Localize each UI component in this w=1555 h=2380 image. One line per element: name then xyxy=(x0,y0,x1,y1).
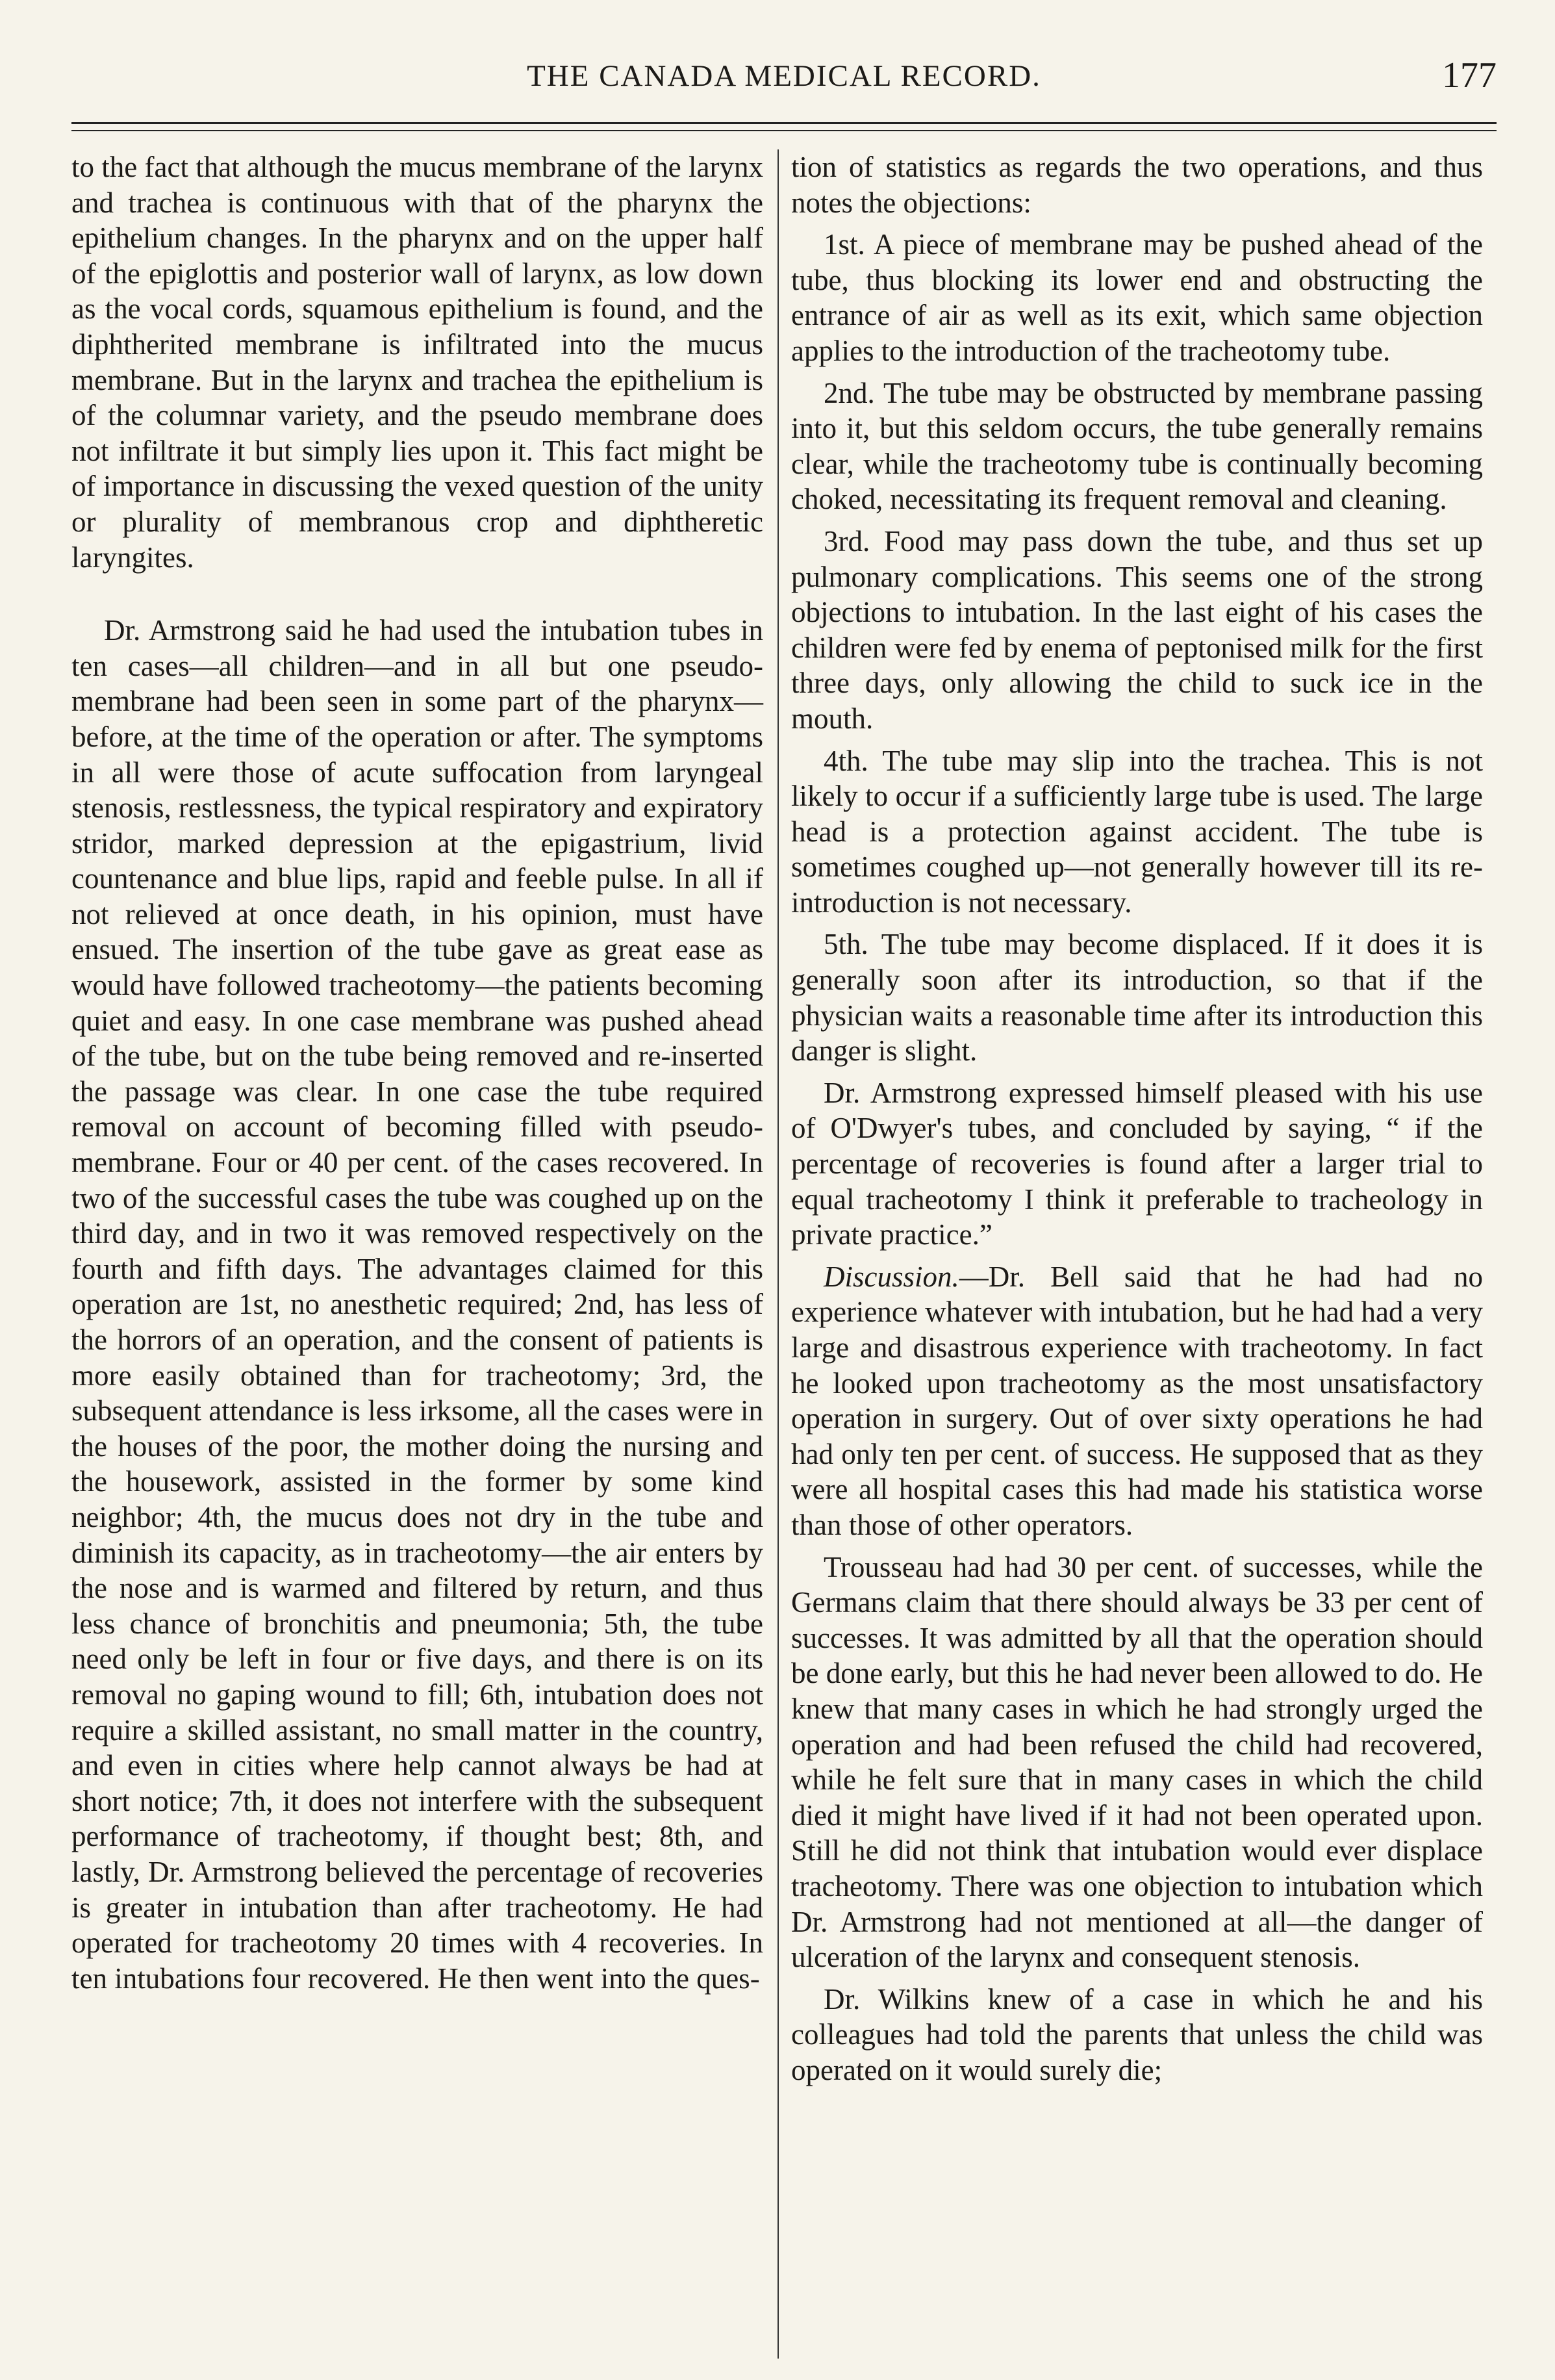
left-paragraph-1: to the fact that although the mucus membrane of the larynx and trachea is continuous with that of the pharynx the epithelium changes. In the pharynx and on the upper half of the epiglottis and posterior wall of larynx, as low down as the vocal cords, squamous epithelium is found, and the diphtherited membrane is infiltrated into the mucus membrane. But in the larynx and trachea the epithelium is of the columnar variety, and the pseudo membrane does not infiltrate it but simply lies upon it. This fact might be of importance in discussing the vexed question of the unity or plurality of membranous crop and diphtheretic laryngites. xyxy=(71,151,763,574)
discussion-text: —Dr. Bell said that he had had no experience whatever with intubation, but he had had a very large and disastrous experience with tracheotomy. In fact he looked upon tracheotomy as the most unsatisfactory operation in surgery. Out of over sixty operations he had had only ten per cent. of success. He supposed that as they were all hospital cases this had made his statistica worse than those of other operators. xyxy=(791,1260,1483,1541)
running-head xyxy=(71,55,1497,104)
objection-4: 4th. The tube may slip into the trachea. This is not likely to occur if a sufficiently large tube is used. The large head is a protection against accident. The tube is sometimes coughed up—not generally however till its re-introduction is not necessary. xyxy=(791,744,1483,919)
page-number: 177 xyxy=(1442,55,1497,96)
objection-1: 1st. A piece of membrane may be pushed ahead of the tube, thus blocking its lower end and obstructing the entrance of air as well as its exit, which same objection applies to the introduction of the tracheotomy tube. xyxy=(791,228,1483,367)
left-column xyxy=(71,149,763,2359)
objection-2: 2nd. The tube may be obstructed by membrane passing into it, but this seldom occurs, the tube generally remains clear, while the tracheotomy tube is continually becoming choked, necessitating its frequent removal and cleaning. xyxy=(791,376,1483,516)
armstrong-conclusion: Dr. Armstrong expressed himself pleased with his use of O'Dwyer's tubes, and concluded by saying, “ if the percentage of recoveries is found after a larger trial to equal tracheotomy I think it preferable to tracheology in private practice.” xyxy=(791,1076,1483,1251)
discussion-paragraph xyxy=(791,1259,1483,1543)
objection-3: 3rd. Food may pass down the tube, and thus set up pulmonary complications. This seems one of the strong objections to intubation. In the last eight of his cases the children were fed by enema of peptonised milk for the first three days, only allowing the child to suck ice in the mouth. xyxy=(791,524,1483,735)
column-divider xyxy=(778,149,779,2359)
wilkins-paragraph: Dr. Wilkins knew of a case in which he and his colleagues had told the parents that unless the child was operated on it would surely die; xyxy=(791,1982,1483,2086)
trousseau-paragraph: Trousseau had had 30 per cent. of successes, while the Germans claim that there should always be 33 per cent of successes. It was admitted by all that the operation should be done early, but this he had never been allowed to do. He knew that many cases in which he had strongly urged the operation and had been refused the child had recovered, while he felt sure that in many cases in which the child died it might have lived if it had not been operated upon. Still he did not think that intubation would ever displace tracheotomy. There was one objection to intubation which Dr. Armstrong had not mentioned at all—the danger of ulceration of the larynx and consequent stenosis. xyxy=(791,1550,1483,1974)
header-rule xyxy=(71,122,1497,124)
header-rule-double xyxy=(71,130,1497,131)
right-paragraph-1: tion of statistics as regards the two operations, and thus notes the objections: xyxy=(791,151,1483,219)
discussion-label: Discussion. xyxy=(824,1260,959,1293)
objection-5: 5th. The tube may become displaced. If it does it is generally soon after its introduction, so that if the physician waits a reasonable time after its introduction this danger is slight. xyxy=(791,928,1483,1068)
right-column xyxy=(791,149,1483,2359)
left-paragraph-2: Dr. Armstrong said he had used the intubation tubes in ten cases—all children—and in all but one pseudo-membrane had been seen in some part of the pharynx—before, at the time of the operation or after. The symptoms in all were those of acute suffocation from laryngeal stenosis, restlessness, the typical respiratory and expiratory stridor, marked depression at the epigastrium, livid countenance and blue lips, rapid and feeble pulse. In all if not relieved at once death, in his opinion, must have ensued. The insertion of the tube gave as great ease as would have followed tracheotomy—the patients becoming quiet and easy. In one case membrane was pushed ahead of the tube, but on the tube being removed and re-inserted the passage was clear. In one case the tube required removal on account of becoming filled with pseudo-membrane. Four or 40 per cent. of the cases recovered. In two of the successful cases the tube was coughed up on the third day, and in two it was removed respectively on the fourth and fifth days. The advantages claimed for this operation are 1st, no anesthetic required; 2nd, has less of the horrors of an operation, and the consent of patients is more easily obtained than for tracheotomy; 3rd, the subsequent attendance is less irksome, all the cases were in the houses of the poor, the mother doing the nursing and the housework, assisted in the former by some kind neighbor; 4th, the mucus does not dry in the tube and diminish its capacity, as in tracheotomy—the air enters by the nose and is warmed and filtered by return, and thus less chance of bronchitis and pneumonia; 5th, the tube need only be left in four or five days, and there is on its removal no gaping wound to fill; 6th, intubation does not require a skilled assistant, no small matter in the country, and even in cities where help cannot always be had at short notice; 7th, it does not interfere with the subsequent performance of tracheotomy, if thought best; 8th, and lastly, Dr. Armstrong believed the percentage of recoveries is greater in intubation than after tracheotomy. He had operated for tracheotomy 20 times with 4 recoveries. In ten intubations four recovered. He then went into the ques- xyxy=(71,614,763,1995)
journal-title: THE CANADA MEDICAL RECORD. xyxy=(527,59,1041,93)
